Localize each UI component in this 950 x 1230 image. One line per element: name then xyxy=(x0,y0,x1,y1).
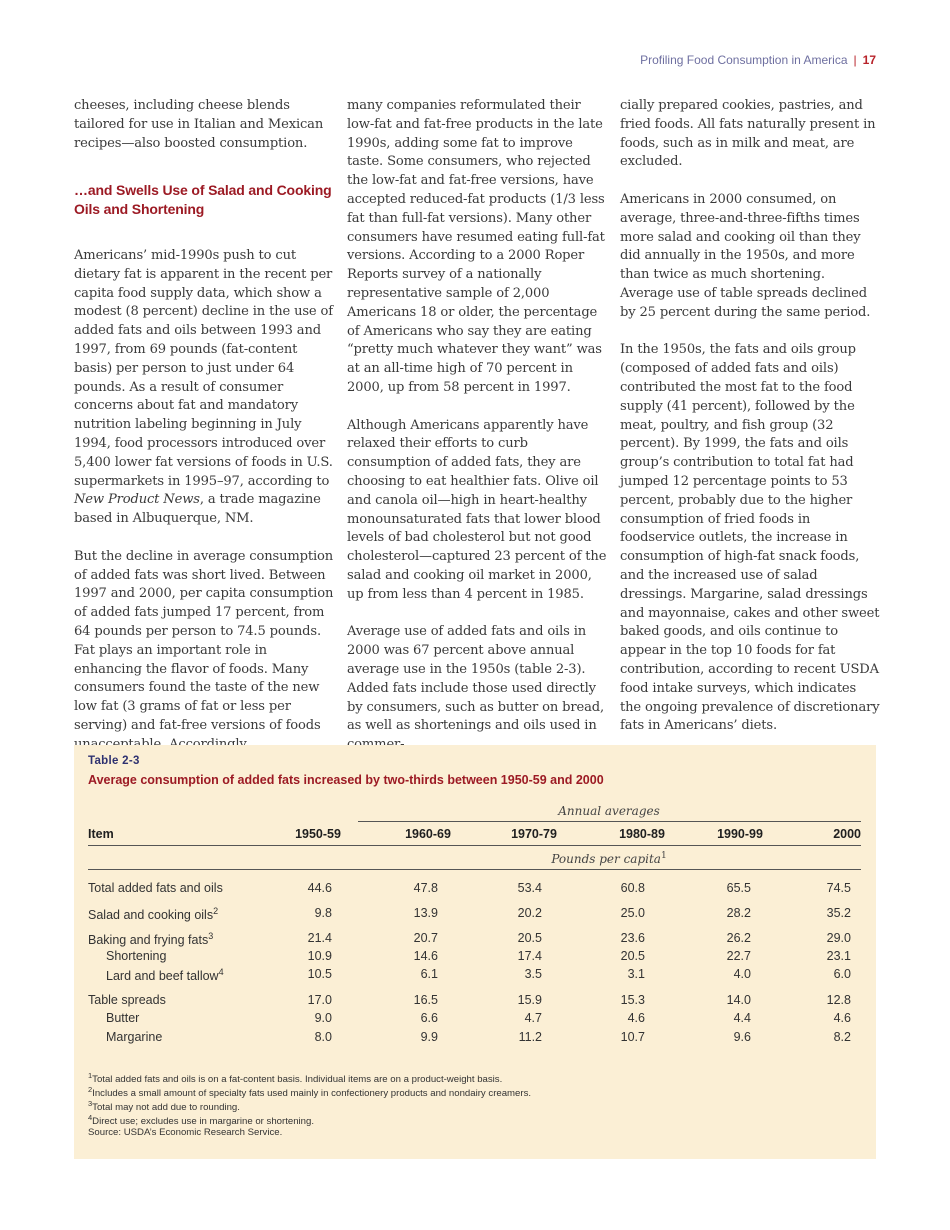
column-header: 1950-59 xyxy=(295,827,341,841)
running-title: Profiling Food Consumption in America xyxy=(640,53,848,67)
table-row: Shortening 10.9 14.6 17.4 20.5 22.7 23.1 xyxy=(106,949,851,963)
column-header: 2000 xyxy=(833,827,861,841)
page-number: 17 xyxy=(862,53,876,67)
column-header: 1980-89 xyxy=(619,827,665,841)
header-separator: | xyxy=(853,53,857,67)
span-header: Annual averages xyxy=(558,804,660,818)
footnote: $^2$Includes a small amount of specialty fats used mainly in confectionery products and nondairy creamers. xyxy=(88,1085,532,1100)
table-row: Table spreads 17.0 16.5 15.9 15.3 14.0 12.8 xyxy=(88,993,851,1007)
table-title: Average consumption of added fats increased by two-thirds between 1950-59 and 2000 xyxy=(88,773,604,787)
table-row: Butter 9.0 6.6 4.7 4.6 4.4 4.6 xyxy=(106,1011,851,1025)
text-column-3 xyxy=(620,97,880,755)
paragraph: cially prepared cookies, pastries, and fried foods. All fats naturally present in foods, such as in milk and meat, are excluded. xyxy=(620,98,876,170)
table-2-3 xyxy=(74,745,876,1159)
running-head xyxy=(640,53,876,67)
column-header-item: Item xyxy=(88,827,114,841)
footnote: $^4$Direct use; excludes use in margarine or shortening. xyxy=(88,1113,315,1128)
table-row: Salad and cooking oils$^2$ 9.8 13.9 20.2 25.0 28.2 35.2 xyxy=(88,906,851,923)
section-heading: …and Swells Use of Salad and Cooking Oils and Shortening xyxy=(74,182,332,218)
table-row: Baking and frying fats$^3$ 21.4 20.7 20.5 23.6 26.2 29.0 xyxy=(88,931,851,948)
table-row: Lard and beef tallow$^4$ 10.5 6.1 3.5 3.1 4.0 6.0 xyxy=(106,967,851,984)
paragraph: Average use of added fats and oils in 2000 was 67 percent above annual average use in the 1950s (table 2-3). Added fats include those used directly by consumers, such as butter on bread, as well as shortenings and oils used in xyxy=(347,624,605,734)
paragraph: many companies reformulated their low-fat and fat-free products in the late 1990s, adding some fat to improve taste. Some consumers, who rejected the low-fat and fat-free versions, have accepted reduced-fat products (1/3 less fat than full-fat versions). Many other consumers have resumed eating full-fat versions. According to a 2000 Roper Reports survey of a nationally representative sample of 2,000 Americans 18 or older, the percentage of Americans who say they are eating “pretty much whatever they want” was at an all-time high of 70 percent in 2000, up from 58 percent in 1997. xyxy=(347,98,605,395)
table-source: Source: USDA’s Economic Research Service. xyxy=(88,1127,283,1138)
paragraph: Americans in 2000 consumed, on average, three-and-three-fifths times more salad and cooking oil than they did annually in the 1950s, and more than twice as much shortening. Average use of table spreads declined by 25 percent during the same period. xyxy=(620,191,871,320)
table-row: Margarine 8.0 9.9 11.2 10.7 9.6 8.2 xyxy=(106,1030,851,1044)
units-label: Pounds per capita$^1$ xyxy=(551,851,667,866)
text-column-1 xyxy=(74,97,334,773)
publication-title: New Product News xyxy=(74,492,200,508)
table-row: Total added fats and oils 44.6 47.8 53.4 60.8 65.5 74.5 xyxy=(88,881,851,895)
column-header: 1990-99 xyxy=(717,827,763,841)
text-column-2 xyxy=(347,97,607,774)
paragraph: But the decline in average consumption of added fats was short lived. Between 1997 and 2000, per capita consumption of added fats jumped 17 percent, from 64 pounds per person to 74.5 pounds. Fat plays an important role in enhancing the flavor of foods. Many consumers found the taste of the new low fat (3 grams of fat or less per serving) and fat-free versions of foods xyxy=(74,548,334,733)
column-header: 1970-79 xyxy=(511,827,557,841)
paragraph: Although Americans apparently have relaxed their efforts to curb consumption of added fats, they are choosing to eat healthier fats. Olive oil and canola oil—high in heart-healthy monounsaturated fats that lower blood levels of bad cholesterol but not good cholesterol—captured 23 percent of the salad and cooking oil market in 2000, up from less than 4 percent in 1985. xyxy=(347,417,607,602)
footnote: $^3$Total may not add due to rounding. xyxy=(88,1099,240,1114)
paragraph: cheeses, including cheese blends tailored for use in Italian and Mexican recipes—also boosted consumption. xyxy=(74,98,324,151)
header-rule xyxy=(88,845,861,846)
column-header: 1960-69 xyxy=(405,827,451,841)
paragraph: In the 1950s, the fats and oils group (composed of added fats and oils) contributed the most fat to the food supply (41 percent), followed by the meat, poultry, and fish group (32 percent). By 1999, the fats and oils group’s contribution to total fat had jumped 12 percentage points to 53 percent, probably due to the higher consumption of fried foods in foodservice outlets, the increase in consumption of high-fat snack foods, and the increased use of salad dressings. Margarine, salad dressings and mayonnaise, cakes and other sweet baked goods, and oils continue to appear in the top 10 foods for fat contribution, according to recent USDA food intake surveys, which indicates the ongoing prevalence of discretionary fats in Americans’ diets. xyxy=(620,342,880,734)
units-rule xyxy=(88,869,861,870)
paragraph: Americans’ mid-1990s push to cut dietary fat is apparent in the recent per capita food supply data, which show a modest (8 percent) decline in the use of added fats and oils between 1993 and 1997, from 69 pounds (fat-content basis) per person to just under 64 pounds. As a result of consumer concerns about fat and mandatory nutrition labeling beginning in July 1994, food processors introduced over 5,400 lower fat versions of foods in U.S. supermarkets in 1995–97, according to New Product News, a trade magazine based in Albuquerque, NM. xyxy=(74,247,333,527)
span-rule xyxy=(358,821,861,822)
footnote: $^1$Total added fats and oils is on a fat-content basis. Individual items are on a product-weight basis. xyxy=(88,1071,503,1086)
table-label: Table 2-3 xyxy=(88,755,140,767)
